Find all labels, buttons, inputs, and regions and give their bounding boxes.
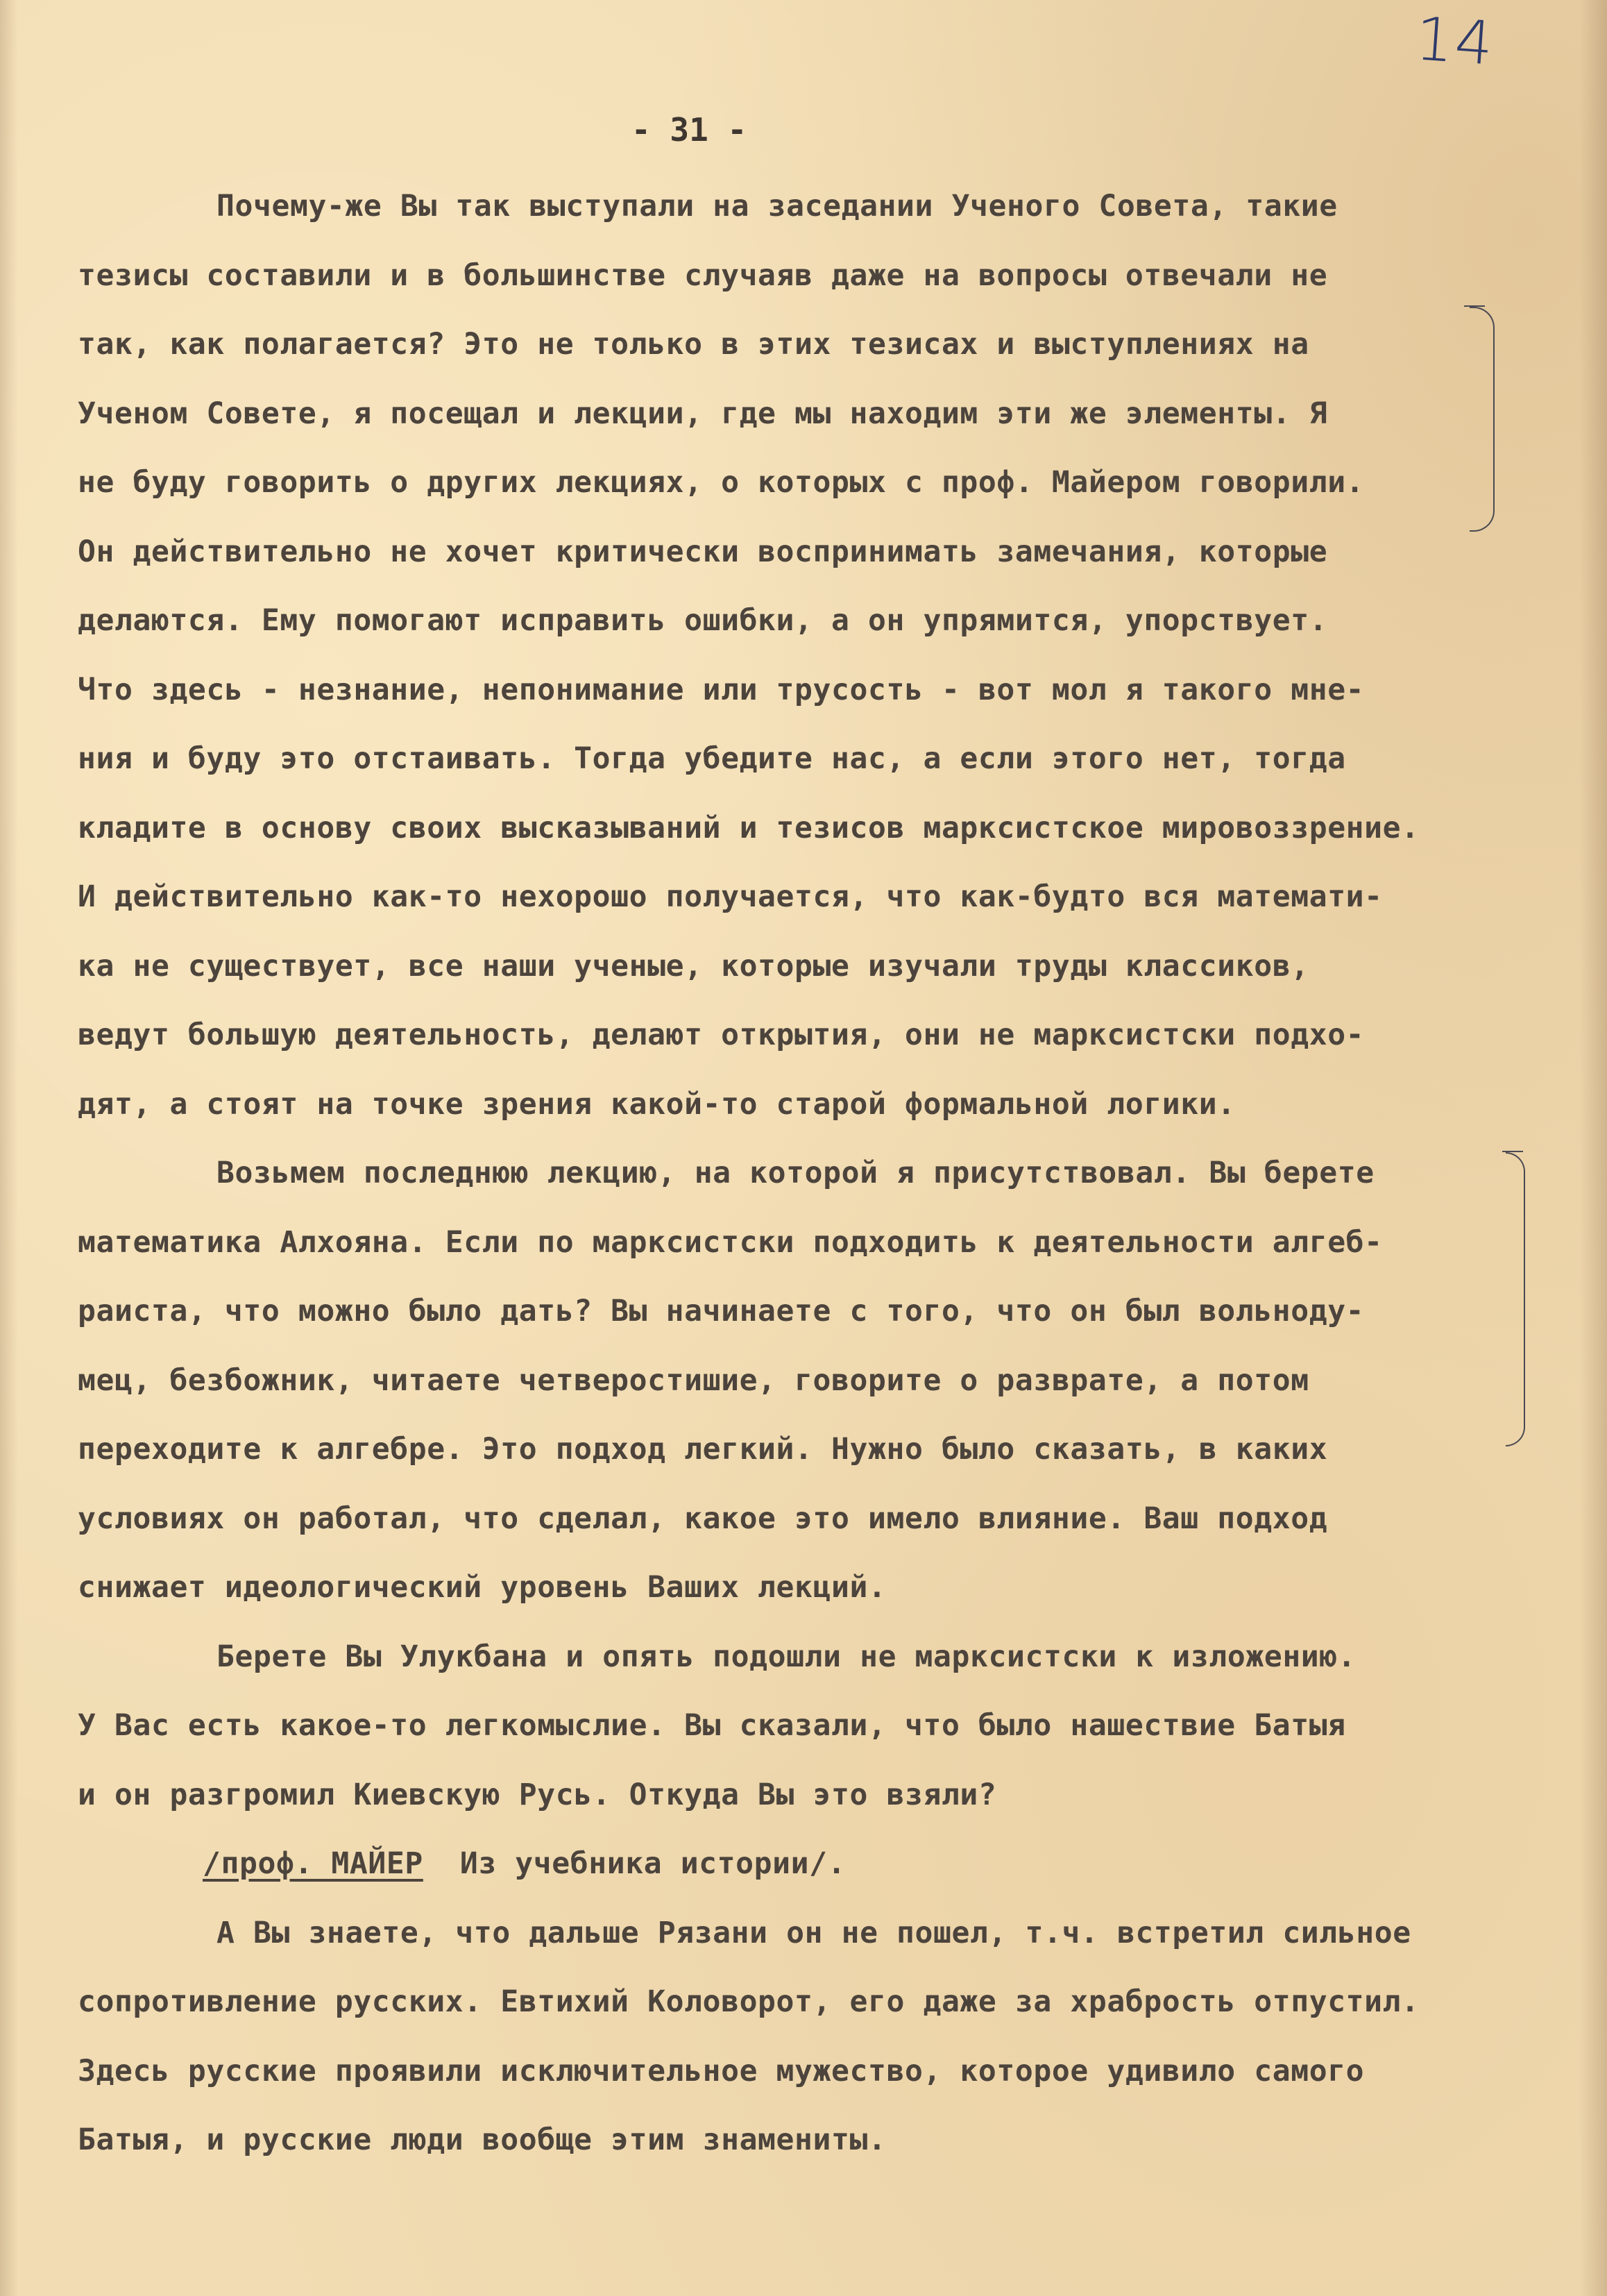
- page-number: - 31 -: [631, 111, 747, 149]
- text-line: условиях он работал, что сделал, какое это имело влияние. Ваш подход: [78, 1501, 1328, 1536]
- text-line: Батыя, и русские люди вообще этим знамениты.: [78, 2122, 887, 2157]
- text-line: А Вы знаете, что дальше Рязани он не пошел, т.ч. встретил сильное: [216, 1915, 1411, 1950]
- text-line: Возьмем последнюю лекцию, на которой я присутствовал. Вы берете: [216, 1156, 1375, 1190]
- text-line: и он разгромил Киевскую Русь. Откуда Вы это взяли?: [78, 1777, 997, 1812]
- text-line: переходите к алгебре. Это подход легкий. Нужно было сказать, в каких: [78, 1432, 1328, 1467]
- text-line: У Вас есть какое-то легкомыслие. Вы сказали, что было нашествие Батыя: [78, 1708, 1346, 1743]
- text-line: так, как полагается? Это не только в этих тезисах и выступлениях на: [78, 327, 1309, 362]
- text-line: Что здесь - незнание, непонимание или трусость - вот мол я такого мне-: [78, 672, 1365, 707]
- archive-page-number: 14: [1413, 4, 1497, 79]
- text-line: математика Алхояна. Если по марксистски подходить к деятельности алгеб-: [78, 1224, 1383, 1260]
- text-line: дят, а стоят на точке зрения какой-то старой формальной логики.: [78, 1086, 1236, 1122]
- interjection-speaker: /проф. МАЙЕР: [203, 1846, 423, 1881]
- text-line: не буду говорить о других лекциях, о которых с проф. Майером говорили.: [78, 465, 1365, 500]
- text-line: делаются. Ему помогают исправить ошибки, а он упрямится, упорствует.: [78, 603, 1328, 638]
- text-line: раиста, что можно было дать? Вы начинаете с того, что он был вольноду-: [78, 1294, 1365, 1328]
- text-line: ка не существует, все наши ученые, которые изучали труды классиков,: [78, 948, 1309, 984]
- text-line: Ученом Совете, я посещал и лекции, где мы находим эти же элементы. Я: [78, 396, 1328, 431]
- text-line: мец, безбожник, читаете четверостишие, говорите о разврате, а потом: [78, 1362, 1309, 1398]
- text-line: ведут большую деятельность, делают открытия, они не марксистски подхо-: [78, 1018, 1365, 1052]
- interjection-line: [78, 1830, 1576, 1899]
- text-line: кладите в основу своих высказываний и тезисов марксистское мировоззрение.: [78, 810, 1420, 845]
- text-line: Почему-же Вы так выступали на заседании Ученого Совета, такие: [216, 189, 1338, 223]
- text-line: тезисы составили и в большинстве случаяв даже на вопросы отвечали не: [78, 258, 1328, 293]
- text-line: Он действительно не хочет критически воспринимать замечания, которые: [78, 534, 1328, 569]
- text-line: снижает идеологический уровень Ваших лекций.: [78, 1570, 887, 1605]
- paper-edge-left: [0, 0, 18, 2296]
- text-line: сопротивление русских. Евтихий Коловорот, его даже за храбрость отпустил.: [78, 1984, 1420, 2019]
- text-line: И действительно как-то нехорошо получается, что как-будто вся математи-: [78, 879, 1383, 914]
- paper-edge-right: [1579, 0, 1607, 2296]
- text-line: Берете Вы Улукбана и опять подошли не марксистски к изложению.: [216, 1639, 1357, 1674]
- interjection-text: Из учебника истории/.: [423, 1846, 847, 1881]
- typed-text-body: [78, 172, 1576, 2175]
- text-line: ния и буду это отстаивать. Тогда убедите нас, а если этого нет, тогда: [78, 741, 1346, 776]
- text-line: Здесь русские проявили исключительное мужество, которое удивило самого: [78, 2053, 1365, 2088]
